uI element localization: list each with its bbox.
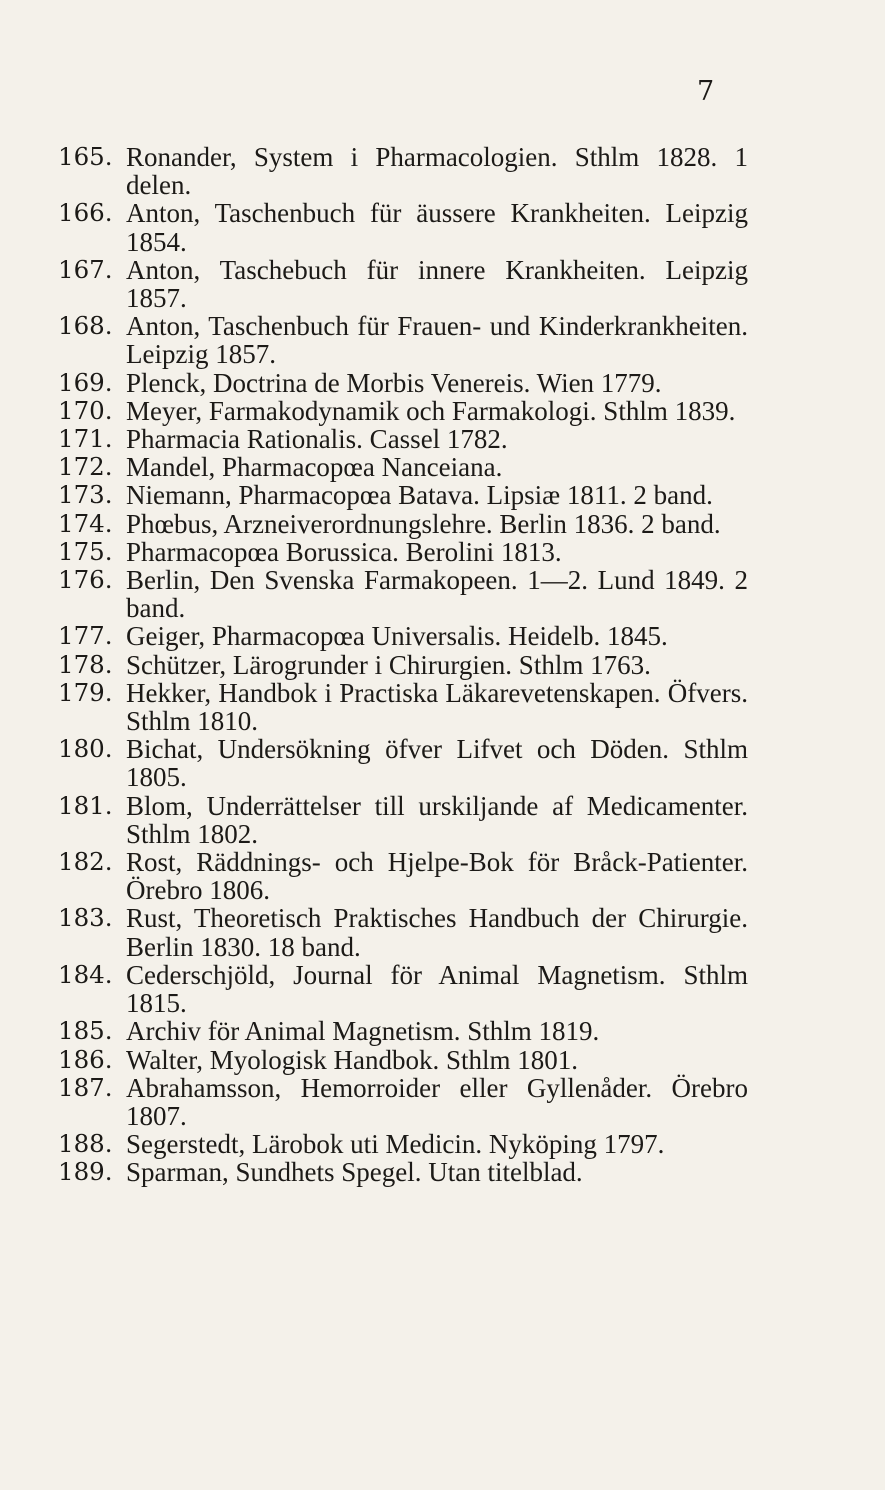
entry-text: Cederschjöld, Journal för Animal Magnetism. Sthlm 1815. — [126, 959, 748, 1019]
entry-text: Rust, Theoretisch Praktisches Handbuch der Chirurgie. Berlin 1830. 18 band. — [126, 903, 748, 962]
entry-number: 179. — [58, 677, 113, 707]
list-item — [58, 453, 748, 481]
entry-number: 175. — [58, 536, 113, 566]
entry-text: Archiv för Animal Magnetism. Sthlm 1819. — [126, 1016, 600, 1047]
entry-text: Bichat, Undersökning öfver Lifvet och Döden. Sthlm 1805. — [126, 734, 748, 793]
entry-number: 186. — [58, 1044, 113, 1074]
list-item — [58, 651, 748, 679]
list-item — [58, 312, 748, 368]
entry-text: Schützer, Lärogrunder i Chirurgien. Sthlm 1763. — [126, 649, 651, 680]
list-item — [58, 510, 748, 538]
list-item — [58, 481, 748, 509]
entry-text: Mandel, Pharmacopœa Nanceiana. — [126, 452, 503, 483]
list-item — [58, 369, 748, 397]
entry-number: 181. — [58, 790, 113, 820]
entry-text: Anton, Taschenbuch für äussere Krankheiten. Leipzig 1854. — [126, 198, 748, 257]
page-number: 7 — [697, 76, 715, 107]
entry-text: Geiger, Pharmacopœa Universalis. Heidelb. 1845. — [126, 621, 668, 652]
entry-number: 171. — [58, 424, 113, 454]
list-item — [58, 904, 748, 960]
entry-text: Meyer, Farmakodynamik och Farmakologi. Sthlm 1839. — [126, 395, 736, 426]
entry-number: 187. — [58, 1072, 113, 1102]
list-item — [58, 1017, 748, 1045]
entry-number: 167. — [58, 254, 113, 284]
entry-number: 173. — [58, 480, 113, 510]
list-item — [58, 1130, 748, 1158]
entry-number: 184. — [58, 959, 113, 989]
catalog-list — [58, 143, 748, 1187]
entry-number: 174. — [58, 508, 113, 538]
entry-number: 168. — [58, 311, 113, 341]
entry-text: Hekker, Handbok i Practiska Läkarevetenskapen. Öfvers. Sthlm 1810. — [126, 677, 748, 737]
list-item — [58, 143, 748, 199]
entry-text: Blom, Underrättelser till urskiljande af Medicamenter. Sthlm 1802. — [126, 790, 748, 849]
list-item — [58, 566, 748, 622]
entry-number: 185. — [58, 1016, 113, 1046]
entry-number: 166. — [58, 198, 113, 228]
list-item — [58, 961, 748, 1017]
entry-number: 170. — [58, 395, 113, 425]
list-item — [58, 848, 748, 904]
list-item — [58, 199, 748, 255]
entry-number: 188. — [58, 1129, 113, 1159]
entry-text: Pharmacia Rationalis. Cassel 1782. — [126, 424, 508, 455]
entry-number: 182. — [58, 847, 113, 877]
entry-text: Anton, Taschebuch für innere Krankheiten. Leipzig 1857. — [126, 254, 748, 314]
list-item — [58, 256, 748, 312]
entry-text: Abrahamsson, Hemorroider eller Gyllenåder. Örebro 1807. — [126, 1072, 748, 1131]
entry-number: 178. — [58, 649, 113, 679]
list-item — [58, 792, 748, 848]
list-item — [58, 1074, 748, 1130]
entry-text: Sparman, Sundhets Spegel. Utan titelblad. — [126, 1157, 583, 1188]
entry-number: 180. — [58, 734, 113, 764]
entry-number: 183. — [58, 903, 113, 933]
list-item — [58, 397, 748, 425]
entry-number: 165. — [58, 142, 113, 171]
list-item — [58, 679, 748, 735]
entry-text: Pharmacopœa Borussica. Berolini 1813. — [126, 536, 562, 567]
list-item — [58, 1158, 748, 1186]
list-item — [58, 1046, 748, 1074]
entry-text: Rost, Räddnings- och Hjelpe-Bok för Bråck-Patienter. Örebro 1806. — [126, 847, 748, 906]
entry-number: 169. — [58, 367, 113, 397]
entry-text: Segerstedt, Lärobok uti Medicin. Nyköping 1797. — [126, 1129, 665, 1160]
entry-text: Walter, Myologisk Handbok. Sthlm 1801. — [126, 1044, 578, 1075]
entry-text: Berlin, Den Svenska Farmakopeen. 1—2. Lund 1849. 2 band. — [126, 565, 748, 624]
entry-text: Ronander, System i Pharmacologien. Sthlm 1828. 1 delen. — [126, 142, 748, 201]
entry-text: Plenck, Doctrina de Morbis Venereis. Wien 1779. — [126, 367, 662, 398]
entry-number: 177. — [58, 621, 113, 651]
list-item — [58, 735, 748, 791]
entry-number: 176. — [58, 565, 113, 595]
list-item — [58, 538, 748, 566]
entry-number: 172. — [58, 452, 113, 482]
list-item — [58, 425, 748, 453]
entry-text: Anton, Taschenbuch für Frauen- und Kinderkrankheiten. Leipzig 1857. — [126, 311, 748, 370]
entry-text: Phœbus, Arzneiverordnungslehre. Berlin 1836. 2 band. — [126, 508, 721, 539]
list-item — [58, 622, 748, 650]
entry-number: 189. — [58, 1157, 113, 1187]
entry-text: Niemann, Pharmacopœa Batava. Lipsiæ 1811. 2 band. — [126, 480, 713, 511]
